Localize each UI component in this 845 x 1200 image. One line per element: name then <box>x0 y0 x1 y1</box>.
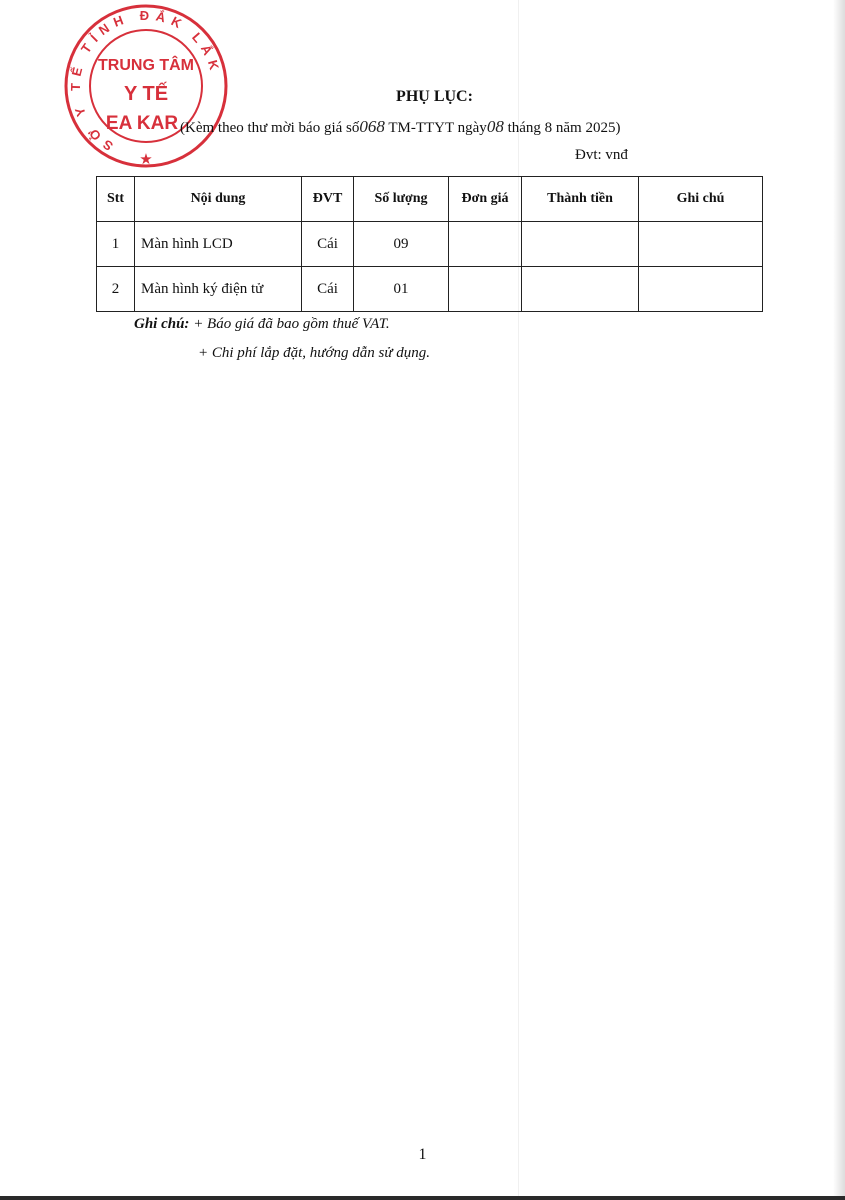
cell-stt: 1 <box>97 222 135 267</box>
table-row <box>97 222 763 267</box>
note-text-1: + Báo giá đã bao gồm thuế VAT. <box>189 316 390 332</box>
document-title: PHỤ LỤC: <box>396 88 473 105</box>
document-subtitle <box>180 117 620 137</box>
table-row <box>97 267 763 312</box>
subtitle-part2: TM-TTYT ngày <box>384 120 487 136</box>
scan-bottom-edge <box>0 1196 845 1200</box>
subtitle-part3: tháng 8 năm 2025) <box>503 120 621 136</box>
header-unit-price: Đơn giá <box>449 177 522 222</box>
stamp-line3: EA KAR <box>105 113 179 134</box>
scan-edge-shadow <box>833 0 845 1200</box>
subtitle-part1: (Kèm theo thư mời báo giá số <box>180 120 360 136</box>
cell-note <box>639 222 763 267</box>
header-note: Ghi chú <box>639 177 763 222</box>
cell-content: Màn hình ký điện tử <box>135 267 302 312</box>
cell-total <box>522 267 639 312</box>
header-quantity: Số lượng <box>354 177 449 222</box>
cell-unit-price <box>449 222 522 267</box>
header-content: Nội dung <box>135 177 302 222</box>
table-header-row <box>97 177 763 222</box>
cell-stt: 2 <box>97 267 135 312</box>
handwritten-doc-number: 068 <box>359 117 385 136</box>
cell-unit: Cái <box>302 222 354 267</box>
stamp-line1: TRUNG TÂM <box>98 57 194 74</box>
header-unit: ĐVT <box>302 177 354 222</box>
cell-unit: Cái <box>302 267 354 312</box>
stamp-line2: Y TẾ <box>123 83 169 105</box>
note-line-1 <box>134 316 390 333</box>
note-line-2: + Chi phí lắp đặt, hướng dẫn sử dụng. <box>198 345 431 361</box>
cell-quantity: 09 <box>354 222 449 267</box>
items-table <box>96 176 763 312</box>
cell-unit-price <box>449 267 522 312</box>
stamp-ring-text: SỞ Y TẾ TỈNH ĐẮK LẮK <box>67 7 224 154</box>
page-number: 1 <box>418 1146 427 1163</box>
header-stt: Stt <box>97 177 135 222</box>
cell-total <box>522 222 639 267</box>
cell-note <box>639 267 763 312</box>
handwritten-day: 08 <box>486 117 504 136</box>
header-total: Thành tiền <box>522 177 639 222</box>
cell-quantity: 01 <box>354 267 449 312</box>
stamp-star-icon: ★ <box>139 152 153 168</box>
note-label: Ghi chú: <box>134 316 190 332</box>
currency-unit: Đvt: vnđ <box>575 147 628 163</box>
cell-content: Màn hình LCD <box>135 222 302 267</box>
